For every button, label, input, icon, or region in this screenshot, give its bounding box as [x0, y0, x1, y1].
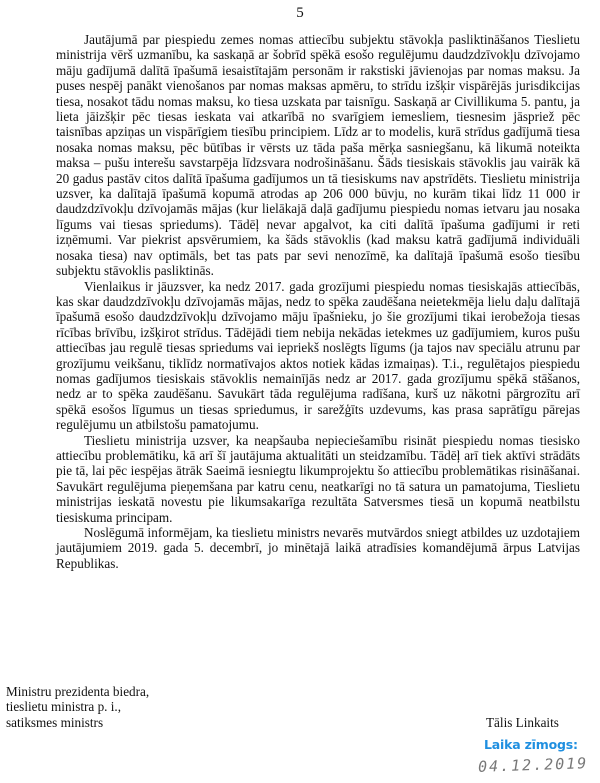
- timestamp-label: Laika zīmogs:: [484, 737, 578, 752]
- signatory-name: Tālis Linkaits: [486, 715, 559, 730]
- signatory-title-line-3: satiksmes ministrs: [6, 714, 104, 730]
- letter-body: [56, 32, 580, 571]
- signatory-title-line-2: tieslietu ministra p. i.,: [6, 699, 122, 715]
- page-number: 5: [296, 5, 304, 21]
- timestamp-date: 04.12.2019: [477, 754, 589, 776]
- paragraph-ground-lease: Jautājumā par piespiedu zemes nomas attiecību subjektu stāvokļa pasliktināšanos Tieslietu ministrija vērš uzmanību, ka saskaņā ar šobrīd spēkā esošo regulējumu daudzdzīvokļu dzīvojamo māju gadījumā dalītā īpašumā iesaistītajām personām ir rakstiski jāvienojas par nomas maksu. Ja puses nespēj panākt vienošanos par nomas maksas apmēru, to strīdu izšķir vispārējās jurisdikcijas tiesa, nosakot tādu nomas maksu, ko tiesa uzskata par taisnīgu. Saskaņā ar Civillikuma 5. pantu, ja lieta jāizšķir pēc tiesas ieskata vai atkarībā no svarīgiem iemesliem, tiesnesim jāspriež pēc taisnības apziņas un vispārīgiem tiesību principiem. Līdz ar to modelis, kurā strīdus gadījumā tiesa nosaka nomas maksu, pēc būtības ir vērsts uz tāda paša mērķa sasniegšanu, kā likumā noteikta maksa – pušu interešu savstarpēja līdzsvara nodrošināšanu. Šāds tiesiskais stāvoklis jau vairāk kā 20 gadus pastāv citos dalītā īpašuma gadījumos un tā tiesiskums nav apstrīdēts. Tieslietu ministrija uzsver, ka dalītajā īpašumā kopumā atrodas ap 206 000 būvju, no kurām tikai līdz 11 000 ir daudzdzīvokļu dzīvojamās mājas (kur lielākajā daļā gadījumu piespiedu nomas ietvaru jau nosaka līgums vai tiesas spriedums). Tādēļ nevar apgalvot, ka citi dalītā īpašuma gadījumi ir reti izņēmumi. Var piekrist apsvērumiem, ka šāds stāvoklis (kad maksu katrā gadījumā individuāli nosaka tiesa) nav optimāls, bet tas pats par sevi nenozīmē, ka dalītajā īpašumā esošo tiesību subjektu stāvoklis pasliktinās.: [56, 32, 580, 279]
- paragraph-conclusion: Noslēgumā informējam, ka tieslietu ministrs nevarēs mutvārdos sniegt atbildes uz uzdotajiem jautājumiem 2019. gada 5. decembrī, jo minētajā laikā atradīsies komandējumā ārpus Latvijas Republikas.: [56, 525, 580, 571]
- paragraph-2017-amendments: Vienlaikus ir jāuzsver, ka nedz 2017. gada grozījumi piespiedu nomas tiesiskajās attiecībās, kas skar daudzdzīvokļu dzīvojamās mājas, nedz to spēka zaudēšana neietekmēja lielu daļu dalītajā īpašumā esošo daudzdzīvokļu dzīvojamo māju īpašnieku, jo šie grozījumi tikai ierobežoja tiesas rīcības brīvību, izšķirot strīdus. Tādējādi tiem nebija nekādas ietekmes uz gadījumiem, kuros pušu attiecības jau regulē tiesas spriedums vai iepriekš noslēgts līgums (ja tajos nav speciālu atrunu par grozījumu veikšanu, tiklīdz normatīvajos aktos notiek kādas izmaiņas). T.i., regulētajos piespiedu nomas gadījumos tiesiskais stāvoklis nemainījās nedz ar 2017. gada grozījumu spēkā stāšanos, nedz ar to spēka zaudēšanu. Savukārt tāda regulējuma radīšana, kurš uz nākotni pārgrozītu arī spēkā esošos līgumus un tiesas spriedumus, ir sarežģīts uzdevums, kas prasa saprātīgu pārejas regulējumu un atbilstošu pamatojumu.: [56, 278, 580, 433]
- paragraph-ministry-position: Tieslietu ministrija uzsver, ka neapšauba nepieciešamību risināt piespiedu nomas tiesisko attiecību problemātiku, kā arī šī jautājuma aktualitāti un steidzamību. Tādēļ arī tiek aktīvi strādāts pie tā, lai pēc iespējas ātrāk Saeimā iesniegtu likumprojektu šo attiecību problemātikas risināšanai. Savukārt regulējuma pieņemšana par katru cenu, neatkarīgi no tā satura un pamatojuma, Tieslietu ministrijas ieskatā novestu pie likumsakarīga rezultāta Satversmes tiesā un kopumā neatbilstu tiesiskuma principam.: [56, 432, 580, 525]
- signatory-title-line-1: Ministru prezidenta biedra,: [6, 684, 150, 699]
- signature-title-block: [6, 684, 226, 730]
